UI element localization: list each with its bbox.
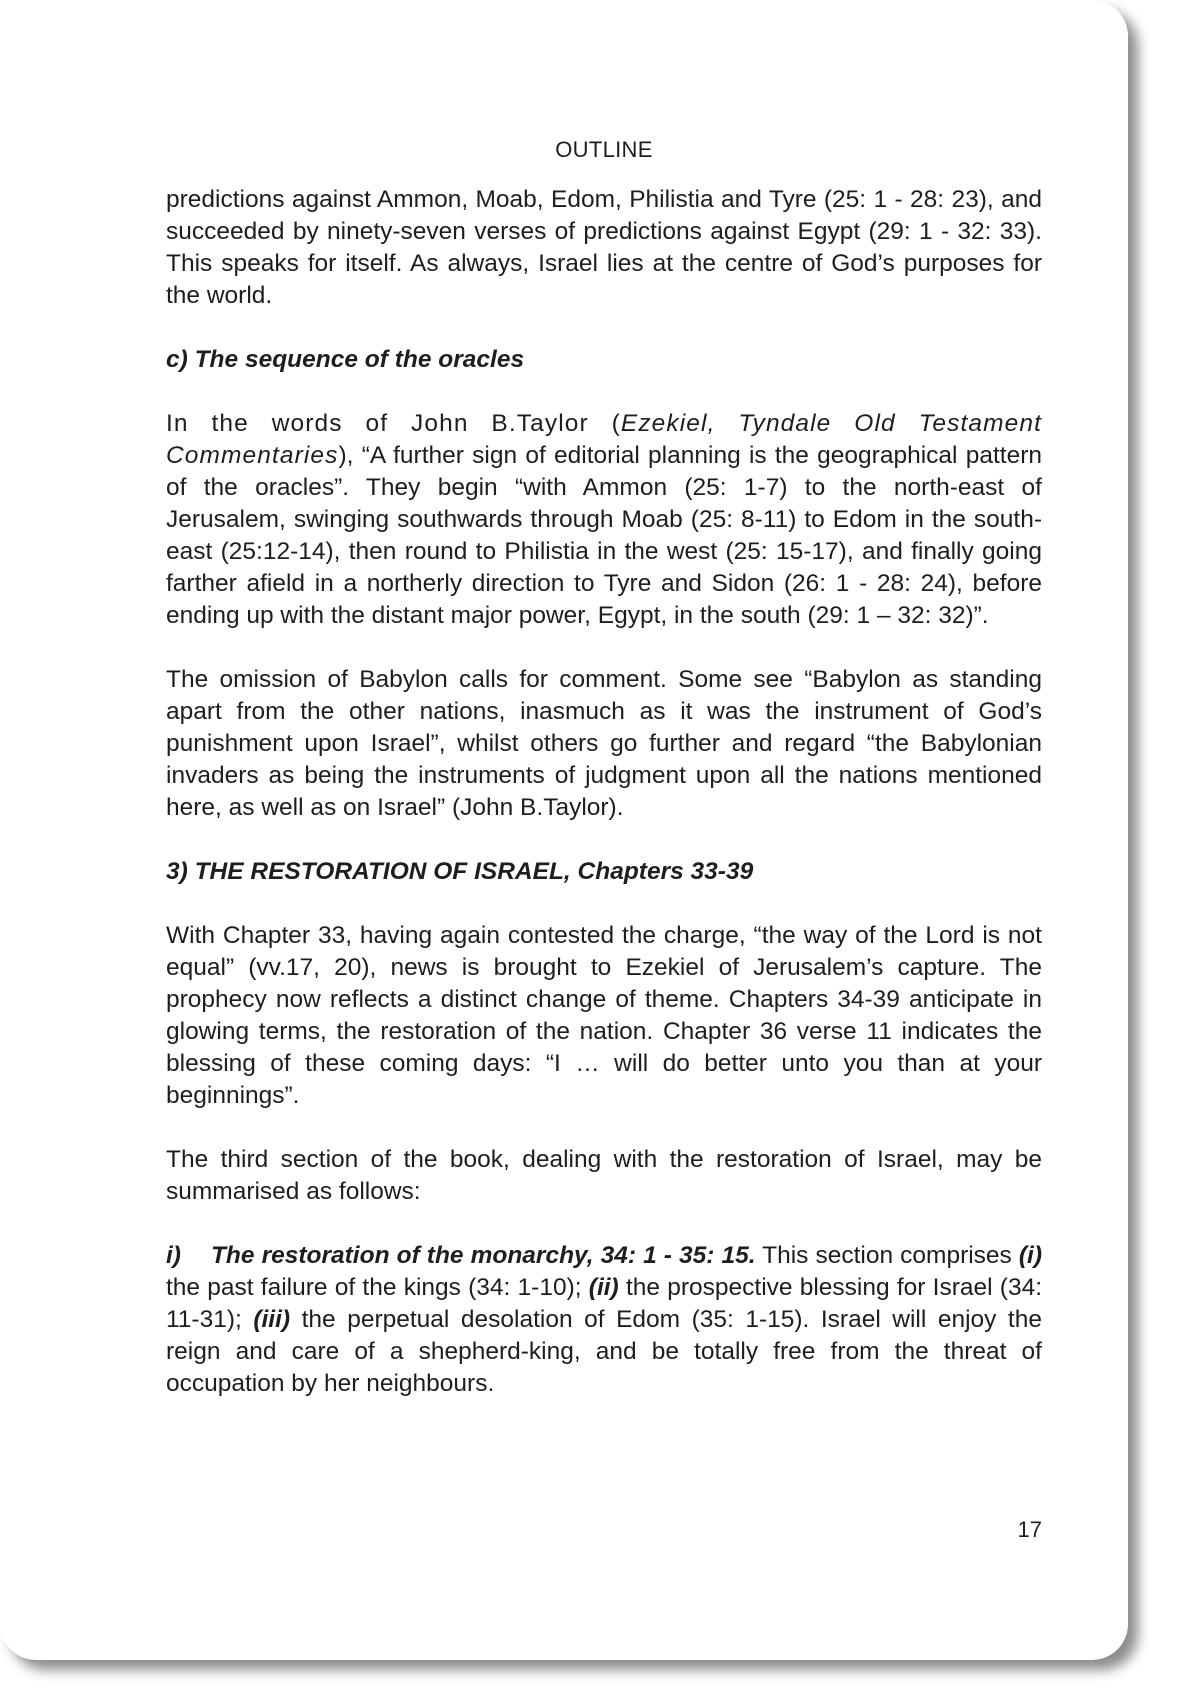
heading-sequence-of-oracles: c) The sequence of the oracles: [166, 346, 525, 373]
list-marker: i): [166, 1242, 181, 1269]
paragraph-taylor-start: In the words of John B.Taylor (: [166, 410, 621, 437]
text-run: the prospective blessing for Israel (34: 11-31);: [166, 1274, 1042, 1333]
roman-numeral: (ii): [588, 1274, 619, 1301]
running-head: OUTLINE: [555, 137, 653, 162]
roman-numeral: (i): [1018, 1242, 1042, 1269]
text-run: This section comprises: [755, 1242, 1019, 1269]
page-number: 17: [1017, 1517, 1042, 1542]
section-title: The restoration of the monarchy, 34: 1 - 35: 15.: [210, 1242, 756, 1269]
paragraph-taylor-quote: [166, 408, 1042, 632]
page-content: [166, 136, 1042, 1400]
heading-restoration-of-israel: 3) THE RESTORATION OF ISRAEL, Chapters 33-39: [166, 858, 754, 885]
paragraph-restoration-monarchy: [166, 1240, 1042, 1400]
roman-numeral: (iii): [253, 1306, 291, 1333]
paragraph-babylon-omission: The omission of Babylon calls for comment. Some see “Babylon as standing apart from the other nations, inasmuch as it was the instrument of God’s punishment upon Israel”, whilst others go further and regard “the Babylonian invaders as being the instruments of judgment upon all the nations mentioned here, as well as on Israel” (John B.Taylor).: [166, 666, 1042, 821]
paragraph-predictions: predictions against Ammon, Moab, Edom, Philistia and Tyre (25: 1 - 28: 23), and succeeded by ninety-seven verses of predictions against Egypt (29: 1 - 32: 33). This speaks for itself. As always, Israel lies at the centre of God’s purposes for the world.: [166, 186, 1042, 309]
text-run: the past failure of the kings (34: 1-10);: [166, 1274, 589, 1301]
text-run: the perpetual desolation of Edom (35: 1-15). Israel will enjoy the reign and care of a shepherd-king, and be totally free from the threat of occupation by her neighbours.: [166, 1306, 1042, 1397]
paragraph-chapter-33: With Chapter 33, having again contested the charge, “the way of the Lord is not equal” (vv.17, 20), news is brought to Ezekiel of Jerusalem’s capture. The prophecy now reflects a distinct change of theme. Chapters 34-39 anticipate in glowing terms, the restoration of the nation. Chapter 36 verse 11 indicates the blessing of these coming days: “I … will do better unto you than at your beginnings”.: [166, 922, 1042, 1109]
paragraph-taylor-rest: ), “A further sign of editorial planning is the geographical pattern of the oracles”. They begin “with Ammon (25: 1-7) to the north-east of Jerusalem, swinging southwards through Moab (25: 8-11) to Edom in the south-east (25:12-14), then round to Philistia in the west (25: 15-17), and finally going farther afield in a northerly direction to Tyre and Sidon (26: 1 - 28: 24), before ending up with the distant major power, Egypt, in the south (29: 1 – 32: 32)”.: [166, 442, 1042, 629]
paragraph-third-section: The third section of the book, dealing with the restoration of Israel, may be summarised as follows:: [166, 1146, 1042, 1205]
book-title-italic: Ezekiel, Tyndale Old Testament Commentaries: [166, 410, 1042, 469]
